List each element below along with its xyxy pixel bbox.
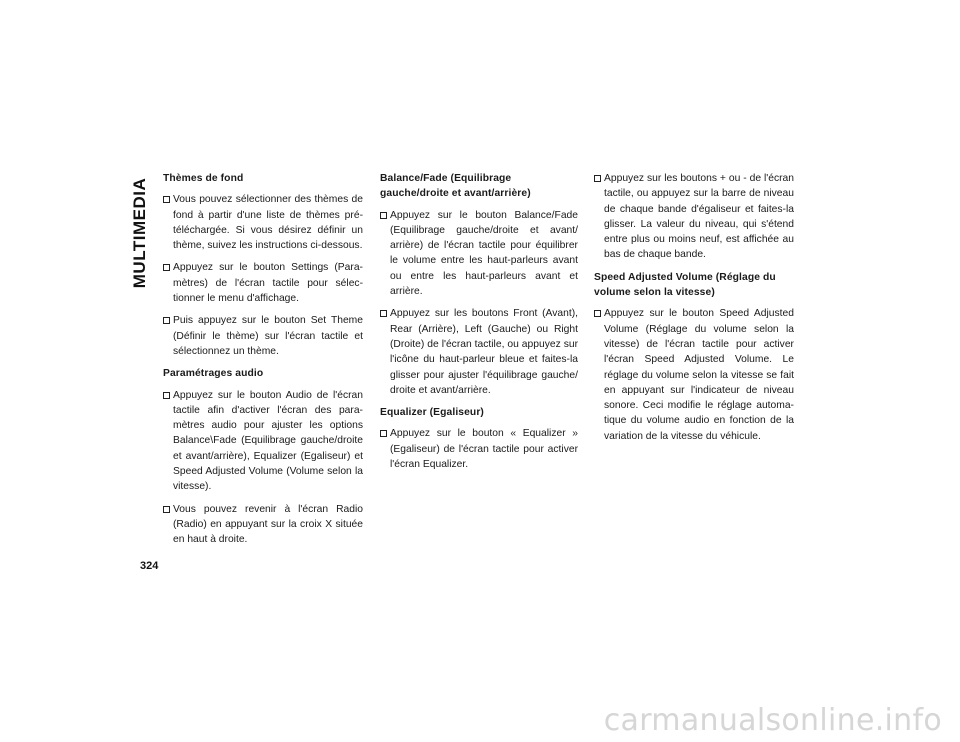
bullet-item: [380, 208, 578, 300]
section-title: MULTIMEDIA: [130, 177, 150, 289]
bullet-text: Appuyez sur le bouton Balance/Fade (Equilibrage gauche/droite et avant/ arrière) de l'écran tactile pour équilibrer le volume entre les haut-parleurs avant ou entre les haut-parleurs avant et arrière.: [390, 209, 578, 298]
section-heading: Equalizer (Egaliseur): [380, 407, 484, 419]
bullet-text: Vous pouvez revenir à l'écran Radio (Radio) en appuyant sur la croix X située en haut à droite.: [173, 503, 363, 546]
checkbox-bullet-icon: [163, 317, 170, 324]
bullet-text: Appuyez sur le bouton « Equalizer » (Egaliseur) de l'écran tactile pour activer l'écran Equalizer.: [390, 428, 578, 471]
section-heading: Thèmes de fond: [163, 173, 244, 184]
bullet-text: Appuyez sur le bouton Audio de l'écran tactile afin d'activer l'écran des para-mètres audio pour ajuster les options Balance\Fade (Equilibrage gauche/droite et avant/arrière), Equalizer (Egaliseur) et Speed Adjusted Volume (Volume selon la vitesse).: [173, 389, 363, 493]
section-heading: Balance/Fade (Equilibrage gauche/droite et avant/arrière): [380, 173, 531, 200]
bullet-item: [163, 313, 363, 359]
checkbox-bullet-icon: [594, 310, 601, 317]
section-heading: Paramétrages audio: [163, 368, 264, 380]
section-sidebar-label: [127, 168, 153, 298]
bullet-text: Appuyez sur le bouton Speed Adjusted Volume (Réglage du volume selon la vitesse) de l'écran tactile pour activer l'écran Speed Adjusted Volume. Le réglage du volume selon la vitesse se fait en appuyant sur l'indicateur de niveau sonore. Ceci modifie le réglage automa-tique du volume audio en fonction de la variation de la vitesse du véhicule.: [604, 308, 794, 442]
bullet-item: [380, 306, 578, 398]
checkbox-bullet-icon: [163, 506, 170, 513]
checkbox-bullet-icon: [163, 392, 170, 399]
checkbox-bullet-icon: [380, 212, 387, 219]
bullet-text: Puis appuyez sur le bouton Set Theme (Définir le thème) sur l'écran tactile et sélectionnez un thème.: [173, 315, 363, 357]
bullet-text: Appuyez sur les boutons Front (Avant), Rear (Arrière), Left (Gauche) ou Right (Droite) de l'écran tactile, ou appuyez sur l'icône du haut-parleur bleue et faites-la glisser pour ajuster l'équilibrage gauche/ droite et avant/arrière.: [390, 308, 578, 396]
bullet-item: [163, 388, 363, 495]
checkbox-bullet-icon: [594, 175, 601, 182]
page-number: 324: [140, 560, 159, 572]
checkbox-bullet-icon: [380, 430, 387, 437]
watermark-text: carmanualsonline.info: [603, 703, 942, 738]
checkbox-bullet-icon: [380, 310, 387, 317]
bullet-item: [163, 192, 363, 253]
text-column-3: [594, 171, 794, 451]
section-heading: Speed Adjusted Volume (Réglage du volume selon la vitesse): [594, 271, 776, 299]
checkbox-bullet-icon: [163, 196, 170, 203]
bullet-text: Appuyez sur les boutons + ou - de l'écran tactile, ou appuyez sur la barre de niveau de chaque bande d'égaliseur et faites-la glisser. La valeur du niveau, qui s'étend entre plus ou moins neuf, est affichée au bas de chaque bande.: [604, 173, 794, 261]
bullet-text: Appuyez sur le bouton Settings (Para-mètres) de l'écran tactile pour sélec-tionner le menu d'affichage.: [173, 262, 363, 305]
bullet-text: Vous pouvez sélectionner des thèmes de fond à partir d'une liste de thèmes pré-téléchargée. Si vous désirez définir un thème, suivez les instructions ci-dessous.: [173, 194, 363, 252]
text-column-1: [163, 171, 363, 555]
checkbox-bullet-icon: [163, 264, 170, 271]
bullet-item: [163, 502, 363, 548]
bullet-item: [594, 171, 794, 263]
bullet-item: [163, 260, 363, 306]
bullet-item: [594, 306, 794, 444]
bullet-item: [380, 426, 578, 472]
text-column-2: [380, 171, 578, 479]
